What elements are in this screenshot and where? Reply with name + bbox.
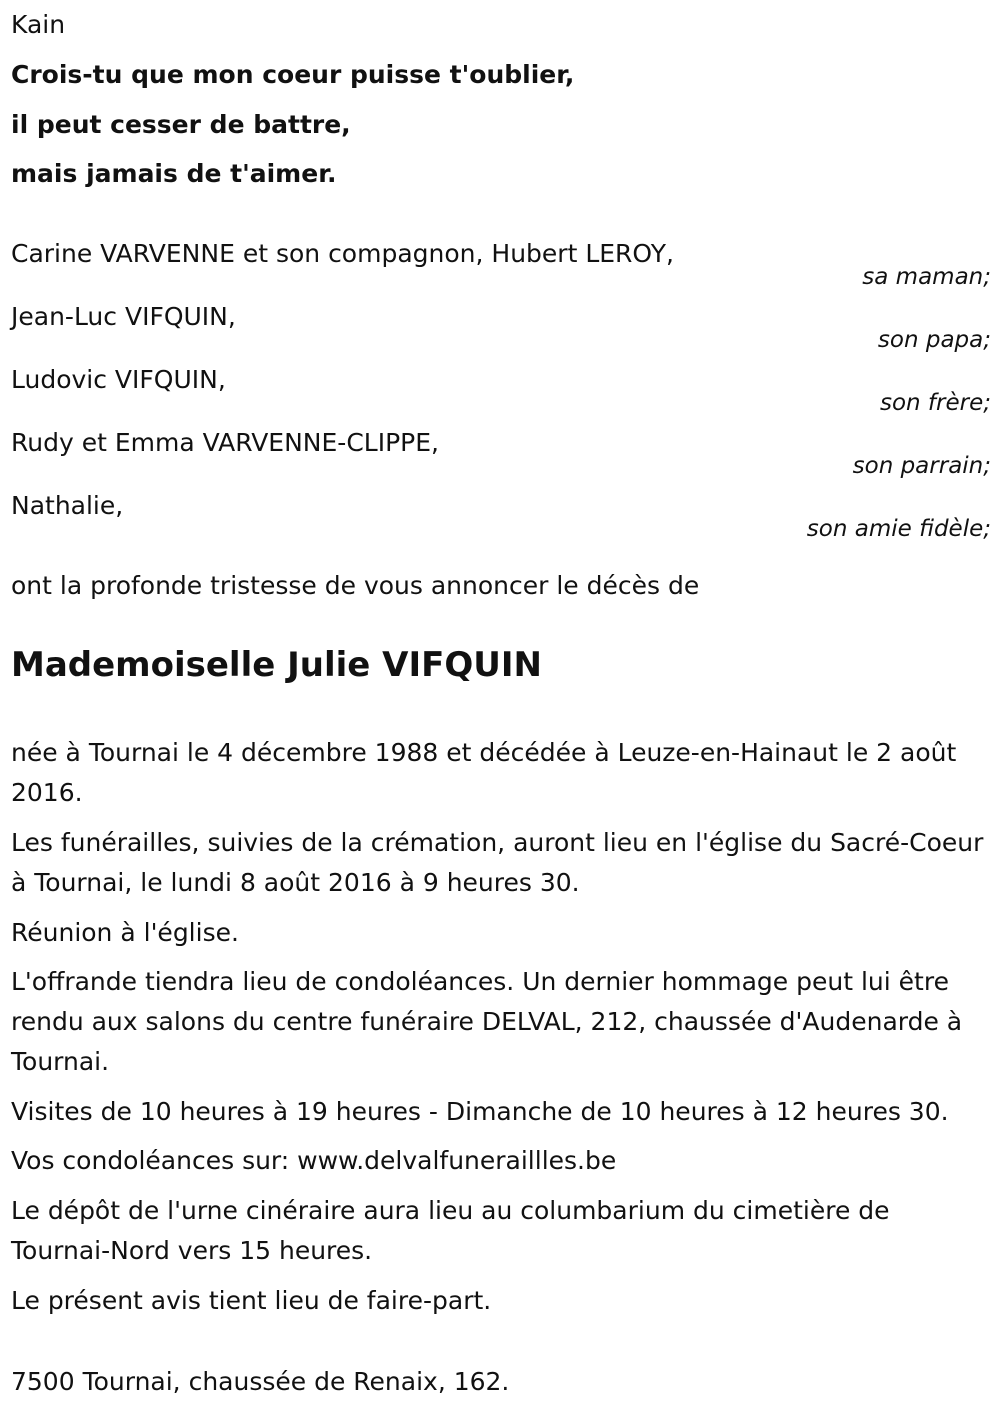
birth-death-paragraph: née à Tournai le 4 décembre 1988 et décédée à Leuze-en-Hainaut le 2 août 2016. bbox=[11, 738, 957, 807]
family-member-role: son papa; bbox=[877, 327, 991, 353]
family-member-role: sa maman; bbox=[862, 264, 991, 290]
family-member-name: Carine VARVENNE et son compagnon, Hubert LEROY, bbox=[11, 239, 674, 268]
location-label: Kain bbox=[11, 10, 66, 39]
family-member-name: Rudy et Emma VARVENNE-CLIPPE, bbox=[11, 428, 439, 457]
meeting-paragraph: Réunion à l'église. bbox=[11, 918, 239, 947]
family-member-role: son frère; bbox=[879, 390, 991, 416]
visits-paragraph: Visites de 10 heures à 19 heures - Dimanche de 10 heures à 12 heures 30. bbox=[11, 1097, 949, 1126]
address-line: 7500 Tournai, chaussée de Renaix, 162. bbox=[11, 1367, 510, 1396]
notice-paragraph: Le présent avis tient lieu de faire-part. bbox=[11, 1286, 492, 1315]
family-member-name: Ludovic VIFQUIN, bbox=[11, 365, 226, 394]
deceased-name: Mademoiselle Julie VIFQUIN bbox=[11, 645, 542, 685]
family-member-name: Jean-Luc VIFQUIN, bbox=[11, 302, 236, 331]
poem-line: il peut cesser de battre, bbox=[11, 110, 351, 139]
announcement-text: ont la profonde tristesse de vous annoncer le décès de bbox=[11, 571, 700, 600]
funeral-paragraph: Les funérailles, suivies de la crémation, auront lieu en l'église du Sacré-Coeur à Tournai, le lundi 8 août 2016 à 9 heures 30. bbox=[11, 828, 984, 897]
family-member-role: son parrain; bbox=[852, 453, 991, 479]
poem-line: Crois-tu que mon coeur puisse t'oublier, bbox=[11, 60, 575, 89]
offering-paragraph: L'offrande tiendra lieu de condoléances. Un dernier hommage peut lui être rendu aux salons du centre funéraire DELVAL, 212, chaussée d'Audenarde à Tournai. bbox=[11, 967, 963, 1076]
family-member-name: Nathalie, bbox=[11, 491, 124, 520]
condolences-paragraph: Vos condoléances sur: www.delvalfuneraillles.be bbox=[11, 1146, 617, 1175]
urn-paragraph: Le dépôt de l'urne cinéraire aura lieu au columbarium du cimetière de Tournai-Nord vers 15 heures. bbox=[11, 1196, 890, 1265]
poem-line: mais jamais de t'aimer. bbox=[11, 159, 337, 188]
family-member-role: son amie fidèle; bbox=[806, 516, 991, 542]
